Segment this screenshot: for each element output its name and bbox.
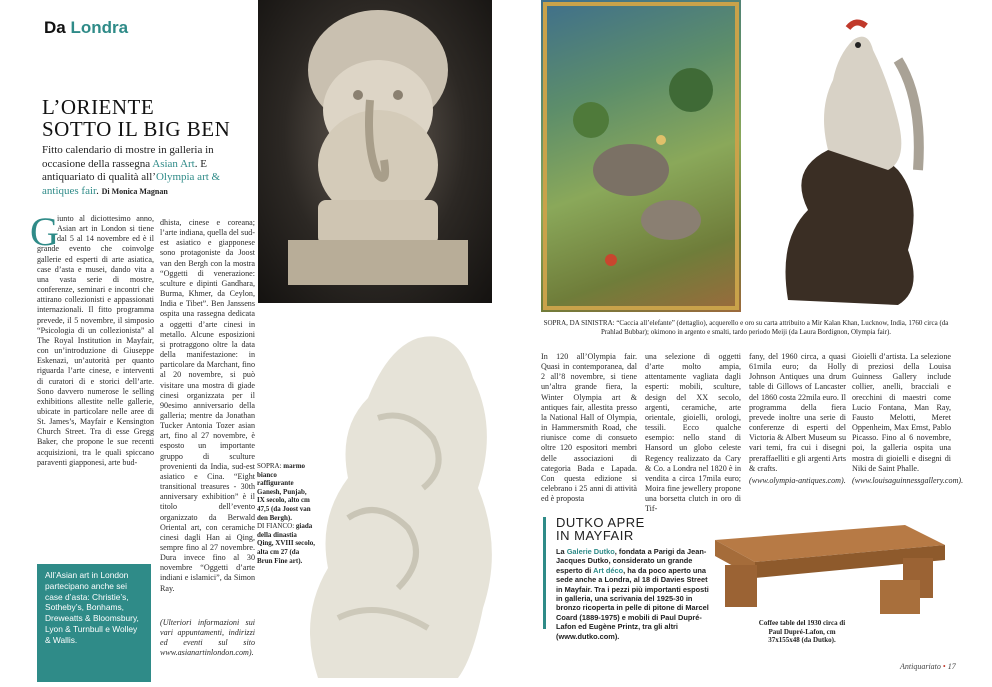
- caption-left-text-1: marmo bianco raffigurante Ganesh, Punjab, IX secolo, alto cm 47,5 (da Joost van den Bergh).: [257, 462, 311, 522]
- deck-olympia: Olympia art & antiques fair: [42, 171, 221, 197]
- headline-line-1: L’ORIENTE: [42, 95, 155, 119]
- elephant-hunt-painting-drawing: [541, 0, 741, 312]
- dutko-title-line-1: DUTKO APRE: [556, 515, 645, 530]
- coffee-table-drawing: [705, 520, 951, 620]
- coffee-table-caption: Coffee table del 1930 circa di Paul Dupré-Lafon, cm 37x155x48 (da Dutko).: [758, 619, 846, 645]
- drop-cap-space: [37, 214, 57, 244]
- byline: Di Monica Magnan: [101, 186, 168, 196]
- caption-left: [257, 462, 315, 565]
- deck-part-1: Fitto calendario di mostre in galleria in occasione della rassegna: [42, 144, 214, 170]
- page-folio: [900, 662, 956, 671]
- dutko-accent-bar: [543, 517, 546, 629]
- deck: [42, 144, 254, 198]
- dutko-galerie: Galerie Dutko: [566, 547, 615, 556]
- body-column-1: [37, 214, 154, 559]
- caption-left-lead: SOPRA:: [257, 462, 282, 470]
- caption-left-text-2: giada della dinastia Qing, XVIII secolo, alta cm 27 (da Brun Fine art).: [257, 522, 315, 565]
- dutko-title: [556, 516, 645, 542]
- ganesh-statue-image: [258, 0, 492, 303]
- dutko-pre: La: [556, 547, 567, 556]
- folio-page: 17: [947, 662, 956, 671]
- caption-right: SOPRA, DA SINISTRA: “Caccia all’elefante” (dettaglio), acquerello e oro su carta attribuito a Mir Kalan Khan, Lucknow, India, 1760 circa (da Prahlad Bubbar); okimono in argento e smalti, tardo periodo Meiji (da Laura Bordignon, Olympia fair).: [543, 319, 949, 336]
- body-column-2: dhista, cinese e coreana; l’arte indiana, quella del sud-est asiatico e giapponese sono protagoniste da Joost van den Bergh con la mostra “Oggetti di venerazione: sculture e dipinti Gandhara, Burma, Khmer, da Ceylon, India e Tibet”. Ben Janssens ospita una rassegna dedicata a oggetti d’arte cinesi in metallo. Alcune esposizioni si protraggono oltre la data della manifestazione: in particolare da Marchant, fino al 20 novembre, si può visitare una mostra di giade cinesi organizzata per il 90esimo anniversario della galleria; mentre da Jonathan Tucker Antonia Tozer asian art, fino al 27 novembre, è esposto un importante gruppo di sculture provenienti da India, sud-est asiatico e Cina. “Eight transitional treasures - 30th anniversary exhibition” è il titolo dell’evento organizzato da Berwald Oriental art, con ceramiche cinesi dagli Han ai Qing, sempre fino al 27 novembre. Dura invece fino al 30 novembre “Oggetti d’arte indiani e islamici”, da Simon Ray.: [160, 218, 255, 593]
- rooster-okimono-drawing: [748, 0, 949, 312]
- dutko-title-line-2: IN MAYFAIR: [556, 528, 634, 543]
- headline: [42, 96, 252, 140]
- dutko-artdeco: Art déco: [593, 565, 624, 575]
- deck-part-3: .: [96, 184, 102, 197]
- rooster-okimono-image: [748, 0, 949, 312]
- body-column-2-note: (Ulteriori informazioni sui vari appuntamenti, indirizzi ed eventi sul sito www.asianartinlondon.com).: [160, 618, 255, 658]
- body-column-5: fany, del 1960 circa, a quasi 61mila euro; da Holly Johnson Antiques una drum table di Gillows of Lancaster del 1860 costa 22mila euro. Il programma della fiera prevede inoltre una serie di conferenze di esperti del Victoria & Albert Museum su vari temi, fra cui i disegni preraffaelliti e gli argenti Arts & crafts.: [749, 352, 846, 473]
- body-column-5-note: (www.olympia-antiques.com).: [749, 476, 846, 485]
- dutko-rest: , ha da poco aperto una sede anche a Londra, al 18 di Davies Street in Mayfair. Tra i pezzi più importanti esposti in galleria, una scrivania del 1925-30 in bronzo ricoperta in pelle di pitone di Marcel Coard (1889-1975) e mobili di Paul Dupré-Lafon ed Eugène Printz, tra gli altri (www.dutko.com).: [556, 565, 709, 641]
- folio-bullet: •: [942, 662, 946, 671]
- auction-houses-box: All’Asian art in London partecipano anche sei case d’asta: Christie’s, Sotheby’s, Bonhams, Dreweatts & Bloomsbury, Lyon & Turnbull e Wolley & Wallis.: [37, 564, 151, 682]
- body-column-1-text: iunto al diciottesimo anno, Asian art in London si tiene dal 5 al 14 novembre ed è il grande evento che coinvolge gallerie ed esperti di arte asiatica, case d’asta e musei, dando vita a una vasta serie di mostre, conferenze, seminari e incontri che attirano collezionisti e appassionati internazionali. Il fitto programma prevede, il 5 novembre, il simposio “Psicologia di un collezionista” al The Royal Institution in Mayfair, con un’introduzione di Giuseppe Eskenazi, un’autorità per quanto riguarda l’arte cinese, e interventi di curatori di e storici dell’arte. Sono davvero numerose le selling exhibitions allestite nelle gallerie, ubicate in particolare nelle aree di St. James’s, Mayfair e Kensington Church Street. Tra di esse Gregg Baker, che propone le sue recenti acquisizioni, tra le quali spiccano paraventi giapponesi, arte bud-: [37, 214, 154, 467]
- section-tag: [44, 18, 128, 38]
- body-column-3: In 120 all’Olympia fair. Quasi in contemporanea, dal 2 all’8 novembre, si tiene un’altra grande fiera, la Winter Olympia art & antiques fair, allestita presso la National Hall of Olympia, in Hammersmith Road, che riunisce come di consueto oltre 120 espositori membri delle associazioni di categoria Bada e Lapada. Con questa edizione si celebrano i 25 anni di attività ed è proposta: [541, 352, 637, 504]
- body-column-4: una selezione di oggetti d’arte molto ampia, attentamente vagliata dagli esperti: mobili, sculture, design del XX secolo, argenti, ceramiche, arte orientale, gioielli, orologi, tessili. Ecco qualche esempio: nello stand di Hansord un globo celeste Regency realizzato da Cary & Co. a Londra nel 1820 è in vendita a circa 17mila euro; Moira fine jewellery propone una borsetta clutch in oro di Tif-: [645, 352, 741, 514]
- headline-line-2: SOTTO IL BIG BEN: [42, 117, 231, 141]
- body-column-6-note: (www.louisaguinnessgallery.com).: [852, 476, 964, 485]
- folio-magazine: Antiquariato: [900, 662, 941, 671]
- section-tag-londra: Londra: [70, 18, 129, 37]
- deck-part-2: . E antiquariato di qualità all’: [42, 157, 207, 183]
- coffee-table-image: [705, 520, 951, 620]
- deck-asian-art: Asian Art: [152, 157, 195, 170]
- dutko-mid: , fondata a Parigi da Jean-Jacques Dutko, considerato un grande esperto di: [556, 547, 707, 575]
- elephant-hunt-painting-image: [541, 0, 741, 312]
- dutko-body: [556, 547, 716, 641]
- ganesh-statue-drawing: [258, 0, 492, 303]
- drop-cap: G: [30, 209, 59, 254]
- caption-left-lead-2: DI FIANCO:: [257, 522, 295, 531]
- body-column-6: Gioielli d’artista. La selezione di preziosi della Louisa Guinness Gallery include collier, anelli, bracciali e orecchini di maestri come Lucio Fontana, Man Ray, Fausto Melotti, Meret Oppenheim, Max Ernst, Pablo Picasso. Fino al 6 novembre, poi, la galleria ospita una mostra di gioielli e disegni di Niki de Saint Phalle.: [852, 352, 951, 473]
- section-tag-da: Da: [44, 18, 66, 37]
